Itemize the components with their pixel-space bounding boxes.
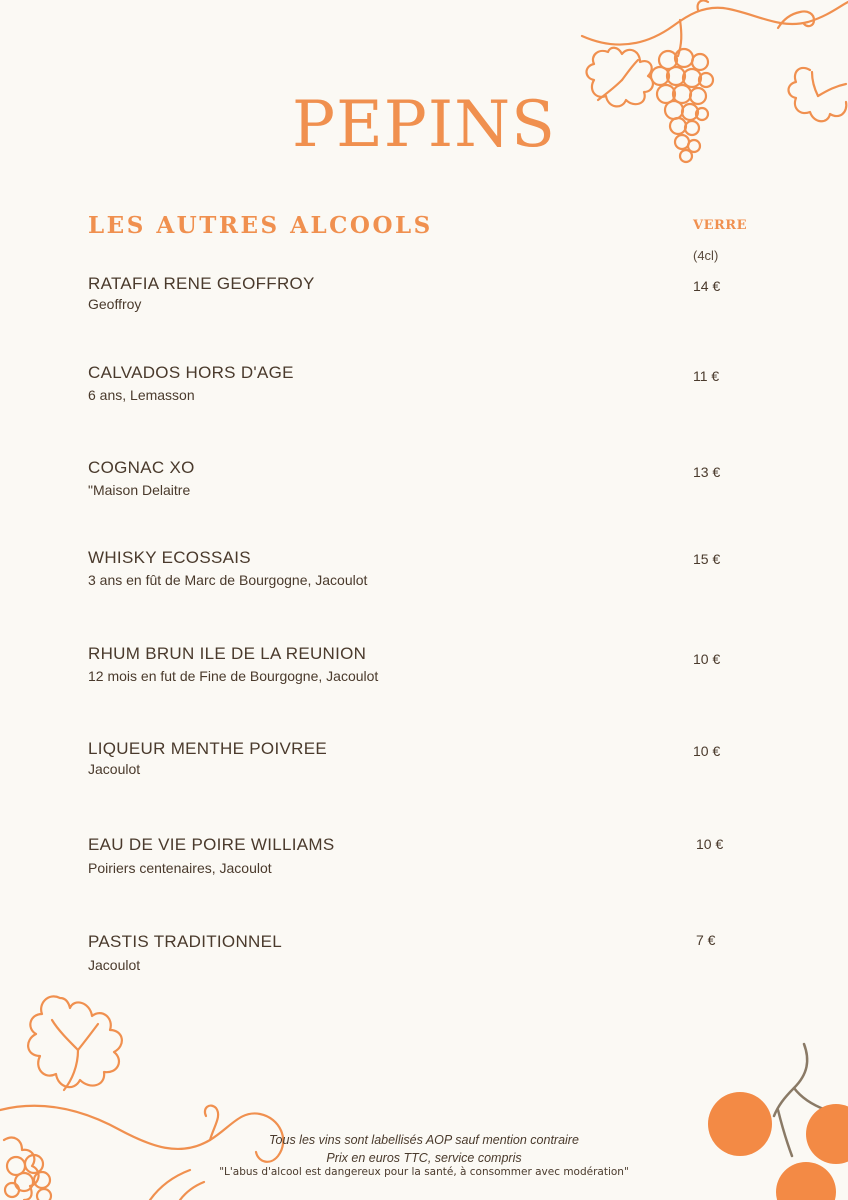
menu-item-name: WHISKY ECOSSAIS [88, 548, 251, 567]
menu-item-name: RHUM BRUN ILE DE LA REUNION [88, 644, 367, 663]
price-column-header: VERRE [693, 218, 748, 233]
menu-item-name: EAU DE VIE POIRE WILLIAMS [88, 835, 335, 854]
menu-item-description: Jacoulot [88, 957, 141, 973]
menu-item-description: "Maison Delaitre [88, 482, 191, 498]
menu-item-name: RATAFIA RENE GEOFFROY [88, 274, 315, 293]
menu-item-price: 13 € [693, 464, 721, 480]
menu-item-name: LIQUEUR MENTHE POIVREE [88, 739, 327, 758]
section-title: LES AUTRES ALCOOLS [88, 212, 433, 239]
footer-price-note: Prix en euros TTC, service compris [326, 1151, 522, 1165]
menu-item-price: 15 € [693, 551, 721, 567]
menu-item-description: Poiriers centenaires, Jacoulot [88, 860, 272, 876]
menu-item-description: 3 ans en fût de Marc de Bourgogne, Jacoulot [88, 572, 368, 588]
menu-item-price: 11 € [693, 368, 720, 384]
menu-item-description: 12 mois en fut de Fine de Bourgogne, Jacoulot [88, 668, 379, 684]
menu-item-price: 7 € [696, 932, 716, 948]
menu-item-price: 14 € [693, 278, 721, 294]
footer-aop-note: Tous les vins sont labellisés AOP sauf mention contraire [269, 1133, 579, 1147]
footer-health-warning: "L'abus d'alcool est dangereux pour la santé, à consommer avec modération" [219, 1166, 629, 1178]
menu-item-price: 10 € [696, 836, 724, 852]
menu-item-name: COGNAC XO [88, 458, 195, 477]
menu-item-description: 6 ans, Lemasson [88, 387, 195, 403]
menu-item-name: CALVADOS HORS D'AGE [88, 363, 294, 382]
page-title: PEPINS [292, 88, 556, 162]
menu-item-price: 10 € [693, 651, 721, 667]
menu-item-price: 10 € [693, 743, 721, 759]
menu-item-description: Jacoulot [88, 761, 141, 777]
menu-item-description: Geoffroy [88, 296, 142, 312]
price-column-subheader: (4cl) [693, 248, 719, 263]
menu-item-name: PASTIS TRADITIONNEL [88, 932, 282, 951]
